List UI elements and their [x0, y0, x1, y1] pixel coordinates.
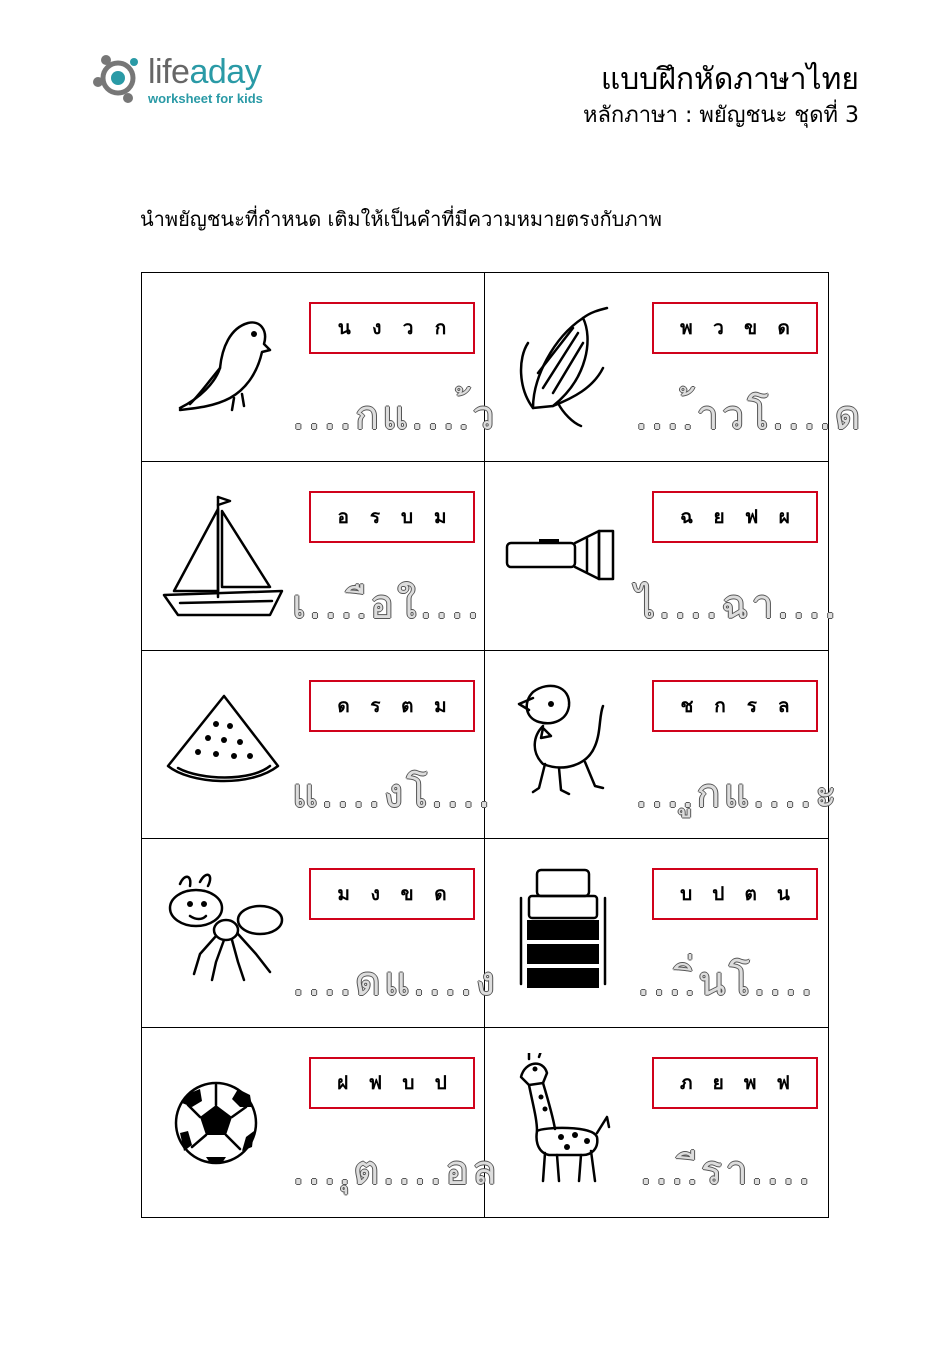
word-blank[interactable]: ....ีรา.... — [639, 1148, 814, 1195]
corn-icon — [503, 298, 633, 428]
giraffe-icon — [503, 1053, 633, 1183]
soccer-ball-icon — [160, 1053, 290, 1183]
exercise-cell — [142, 651, 494, 840]
letter-box — [652, 491, 818, 543]
exercise-cell — [485, 651, 840, 840]
word-blank[interactable]: ....ิ่นโ.... — [637, 959, 816, 1006]
letter-choice: ข — [744, 317, 758, 339]
letter-choice: ฟ — [744, 505, 759, 528]
letter-choice: ฝ — [337, 1072, 349, 1095]
letter-choice: ว — [713, 317, 724, 339]
sailboat-icon — [160, 487, 290, 617]
letter-choice: บ — [400, 505, 414, 528]
flashlight-icon — [503, 487, 633, 617]
word-blank[interactable]: แ....งโ.... — [292, 770, 494, 817]
word-blank[interactable]: ไ....ฉา.... — [635, 581, 840, 628]
page-subtitle: หลักภาษา : พยัญชนะ ชุดที่ 3 — [582, 103, 859, 128]
logo-word-life: life — [148, 53, 190, 91]
letter-choice: ฉ — [680, 505, 694, 528]
letter-choice: ก — [714, 694, 726, 717]
letter-box — [652, 868, 818, 920]
lamb-icon — [503, 676, 633, 806]
letter-choice: ด — [777, 317, 790, 339]
exercise-cell — [485, 462, 840, 651]
letter-box — [652, 302, 818, 354]
letter-choice: ง — [372, 317, 382, 339]
letter-box — [309, 302, 475, 354]
letter-choice: ผ — [778, 505, 790, 528]
exercise-cell — [142, 839, 499, 1028]
letter-choice: บ — [680, 883, 693, 906]
food-carrier-icon — [503, 864, 633, 994]
logo-word-aday: aday — [189, 53, 262, 91]
letter-choice: ร — [370, 694, 381, 717]
watermelon-icon — [160, 676, 290, 806]
letter-choice: อ — [337, 505, 349, 528]
letter-choice: ช — [680, 694, 694, 717]
letter-choice: ป — [434, 1072, 447, 1095]
letter-choice: ล — [777, 694, 790, 717]
letter-box — [309, 868, 475, 920]
letter-choice: ภ — [680, 1072, 693, 1095]
logo-wordmark — [148, 52, 261, 92]
letter-choice: ร — [369, 505, 381, 528]
letter-choice: ป — [712, 883, 725, 906]
ant-icon — [160, 864, 290, 994]
letter-choice: ม — [434, 694, 447, 717]
page-title: แบบฝึกหัดภาษาไทย — [600, 62, 859, 97]
exercise-cell — [142, 273, 498, 462]
letter-choice: ง — [370, 883, 380, 906]
word-blank[interactable]: เ....ือใ.... — [292, 581, 483, 628]
parrot-icon — [160, 298, 290, 428]
letter-box — [309, 491, 475, 543]
exercise-cell — [142, 462, 485, 651]
exercise-cell — [485, 273, 864, 462]
letter-choice: ร — [746, 694, 757, 717]
letter-choice: ด — [434, 883, 447, 906]
letter-choice: ฟ — [776, 1072, 790, 1095]
letter-choice: ข — [400, 883, 414, 906]
letter-choice: ย — [713, 505, 725, 528]
letter-choice: ก — [434, 317, 447, 339]
letter-box — [652, 680, 818, 732]
letter-box — [652, 1057, 818, 1109]
letter-choice: น — [776, 883, 790, 906]
word-blank[interactable]: ....้าวโ....ด — [635, 393, 864, 439]
logo-molecule-icon — [92, 52, 144, 104]
logo — [92, 50, 292, 110]
exercise-grid — [141, 272, 864, 1218]
word-blank[interactable]: ....ุต....อล — [292, 1148, 500, 1195]
letter-choice: น — [337, 317, 351, 339]
letter-box — [309, 680, 475, 732]
word-blank[interactable]: ....กแ....้ว — [292, 393, 498, 439]
header — [583, 62, 859, 130]
exercise-cell — [485, 1028, 828, 1217]
word-blank[interactable]: ....ูกแ....ะ — [635, 770, 840, 817]
letter-choice: ย — [712, 1072, 724, 1095]
letter-choice: ม — [337, 883, 350, 906]
letter-choice: ต — [401, 694, 414, 717]
logo-tagline: worksheet for kids — [148, 91, 263, 106]
letter-choice: ต — [744, 883, 757, 906]
letter-choice: พ — [743, 1072, 757, 1095]
letter-choice: บ — [402, 1072, 415, 1095]
letter-choice: ด — [337, 694, 350, 717]
exercise-cell — [485, 839, 828, 1028]
instruction-text: นำพยัญชนะที่กำหนด เติมให้เป็นคำที่มีความหมายตรงกับภาพ — [140, 207, 662, 231]
letter-choice: ฟ — [368, 1072, 383, 1095]
letter-choice: ว — [402, 317, 414, 339]
word-blank[interactable]: ....ดแ....ง — [292, 959, 499, 1006]
exercise-cell — [142, 1028, 500, 1217]
letter-choice: พ — [680, 317, 693, 339]
letter-box — [309, 1057, 475, 1109]
letter-choice: ม — [433, 505, 447, 528]
